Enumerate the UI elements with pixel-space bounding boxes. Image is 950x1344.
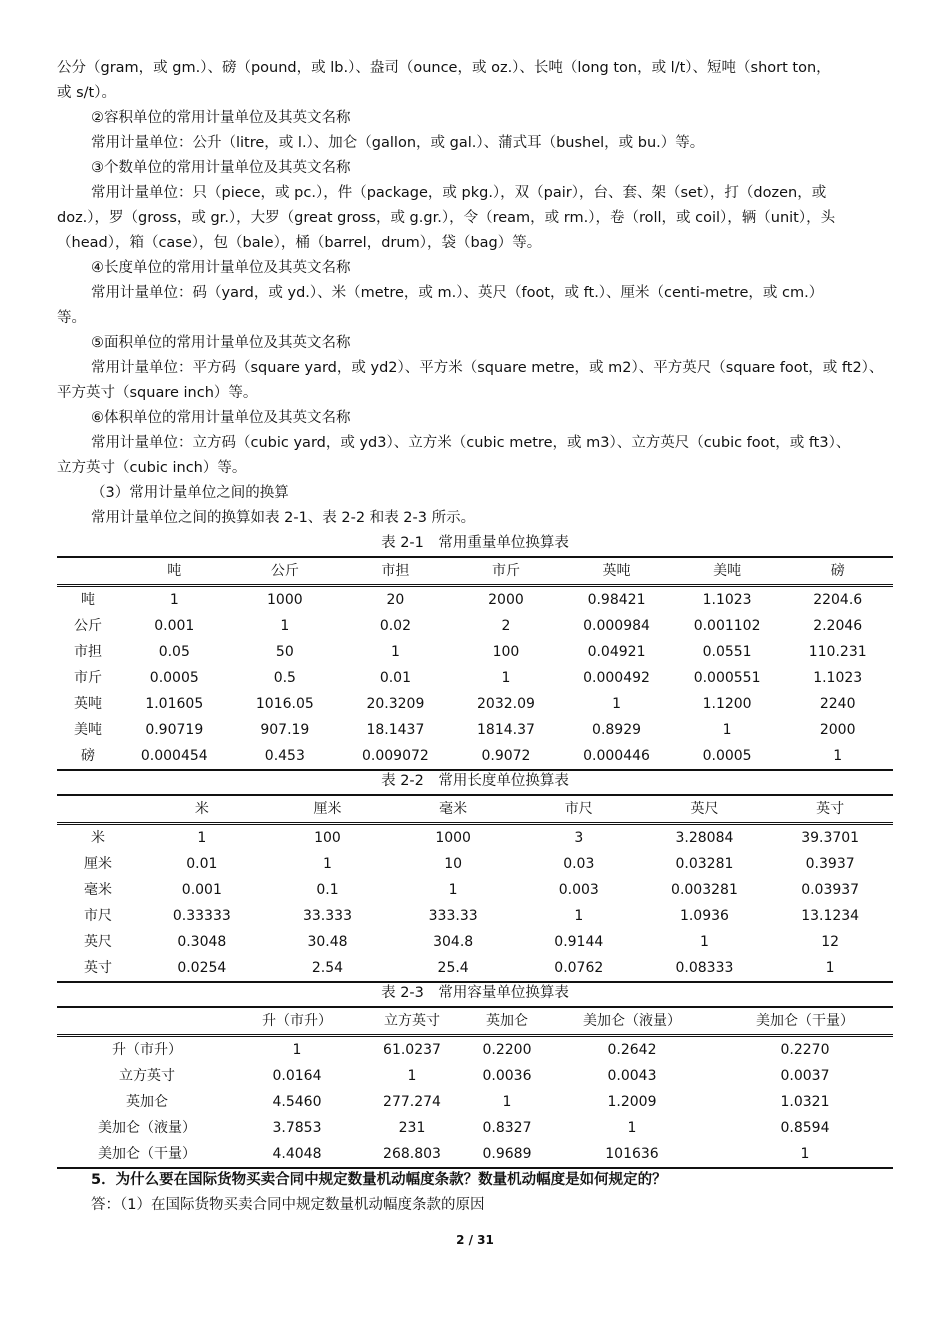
table-cell: 0.8327 xyxy=(482,1120,532,1136)
table-cell: 1.1200 xyxy=(702,696,752,712)
table-cell: 268.803 xyxy=(357,1141,467,1168)
table-row xyxy=(57,851,893,877)
table-cell: 0.1 xyxy=(316,882,339,898)
table-cell: 0.9689 xyxy=(467,1141,547,1168)
table-cell: 1000 xyxy=(435,830,471,846)
table-cell: 1.2009 xyxy=(607,1094,657,1110)
table-cell: 0.05 xyxy=(158,644,190,660)
table-cell: 20 xyxy=(386,592,405,608)
section-heading: ④长度单位的常用计量单位及其英文名称 xyxy=(91,260,351,276)
table-header-cell xyxy=(57,1007,237,1036)
table-cell: 1016.05 xyxy=(255,696,314,712)
paragraph-text: （head），箱（case），包（bale），桶（barrel，drum），袋（bag）等。 xyxy=(57,235,542,251)
table-cell: 1.0321 xyxy=(780,1094,830,1110)
table-header-row xyxy=(57,795,893,824)
table-cell: 吨 xyxy=(81,592,95,608)
table-cell: 市尺 xyxy=(84,908,112,924)
table-cell: 12 xyxy=(821,934,840,950)
table-cell: 0.8929 xyxy=(592,722,642,738)
table-cell: 1.0936 xyxy=(679,908,729,924)
table-cell: 0.000551 xyxy=(693,670,761,686)
table-header-cell: 市尺 xyxy=(564,801,593,817)
table-row xyxy=(57,639,893,665)
table-header-cell: 英寸 xyxy=(816,801,845,817)
section-heading: （3）常用计量单位之间的换算 xyxy=(91,485,289,501)
table-cell: 英加仑 xyxy=(126,1094,168,1110)
table-cell: 0.000492 xyxy=(583,670,650,686)
table-cell: 0.009072 xyxy=(340,743,451,770)
paragraph-text: 等。 xyxy=(57,310,86,326)
capacity-conversion-table xyxy=(57,1006,893,1169)
table-cell: 1 xyxy=(407,1068,417,1084)
question-heading: 5．为什么要在国际货物买卖合同中规定数量机动幅度条款？数量机动幅度是如何规定的？ xyxy=(91,1172,667,1188)
table-cell: 美加仑（液量） xyxy=(98,1120,196,1136)
table-cell: 升（市升） xyxy=(112,1042,182,1058)
paragraph-text: 立方英寸（cubic inch）等。 xyxy=(57,460,247,476)
table-cell: 米 xyxy=(91,830,105,846)
table-cell: 2032.09 xyxy=(477,696,535,712)
table-cell: 0.0036 xyxy=(482,1068,532,1084)
table-cell: 1 xyxy=(717,1141,893,1168)
table-cell: 61.0237 xyxy=(383,1042,441,1058)
table-cell: 100 xyxy=(314,830,341,846)
table-row xyxy=(57,717,893,743)
table-caption: 表 2-2 常用长度单位换算表 xyxy=(381,773,569,789)
table-cell: 231 xyxy=(398,1120,426,1136)
table-cell: 1 xyxy=(699,934,709,950)
table-cell: 304.8 xyxy=(433,934,474,950)
table-row xyxy=(57,824,893,852)
table-cell: 0.2270 xyxy=(780,1042,830,1058)
table-header-cell: 市斤 xyxy=(491,563,520,579)
answer-text: 答：（1）在国际货物买卖合同中规定数量机动幅度条款的原因 xyxy=(91,1197,485,1213)
table-cell: 英寸 xyxy=(57,955,139,982)
table-cell: 0.2642 xyxy=(607,1042,657,1058)
table-cell: 市斤 xyxy=(74,670,102,686)
table-header-cell: 美吨 xyxy=(713,563,742,579)
table-header-row xyxy=(57,557,893,586)
table-cell: 3.28084 xyxy=(675,830,734,846)
table-cell: 1.1023 xyxy=(702,592,752,608)
table-header-cell: 美加仑（干量） xyxy=(756,1013,854,1029)
paragraph-text: 常用计量单位：公升（litre，或 l.）、加仑（gallon，或 gal.）、蒲式耳（bushel，或 bu.）等。 xyxy=(91,135,705,151)
table-header-cell: 立方英寸 xyxy=(384,1013,440,1029)
table-row xyxy=(57,877,893,903)
section-heading: ②容积单位的常用计量单位及其英文名称 xyxy=(91,110,351,126)
table-cell: 4.5460 xyxy=(272,1094,322,1110)
table-cell: 0.453 xyxy=(230,743,341,770)
table-cell: 0.0043 xyxy=(607,1068,657,1084)
table-row xyxy=(57,1089,893,1115)
table-cell: 0.03937 xyxy=(801,882,860,898)
table-cell: 0.000454 xyxy=(119,743,230,770)
table-cell: 1 xyxy=(280,618,290,634)
table-row xyxy=(57,586,893,614)
table-cell: 0.0762 xyxy=(516,955,642,982)
table-cell: 1 xyxy=(612,696,621,712)
table-cell: 0.01 xyxy=(186,856,218,872)
table-cell: 0.003 xyxy=(558,882,599,898)
table-header-cell: 英尺 xyxy=(690,801,719,817)
table-cell: 1 xyxy=(292,1042,302,1058)
section-heading: ⑥体积单位的常用计量单位及其英文名称 xyxy=(91,410,351,426)
length-conversion-table xyxy=(57,794,893,983)
table-cell: 2204.6 xyxy=(813,592,863,608)
paragraph-text: doz.），罗（gross，或 gr.），大罗（great gross，或 g.gr.），令（ream，或 rm.），卷（roll，或 coil），辆（unit），头 xyxy=(57,210,836,226)
table-header-cell: 英吨 xyxy=(602,563,631,579)
table-cell: 0.04921 xyxy=(587,644,646,660)
table-caption: 表 2-3 常用容量单位换算表 xyxy=(381,985,569,1001)
table-cell: 1814.37 xyxy=(477,722,535,738)
table-cell: 0.0551 xyxy=(702,644,752,660)
table-cell: 磅 xyxy=(57,743,119,770)
table-header-row xyxy=(57,1007,893,1036)
table-cell: 20.3209 xyxy=(366,696,425,712)
table-cell: 美吨 xyxy=(74,722,102,738)
table-cell: 1 xyxy=(722,722,732,738)
table-cell: 0.33333 xyxy=(172,908,231,924)
table-cell: 0.000446 xyxy=(561,743,672,770)
table-row xyxy=(57,955,893,982)
table-cell: 1 xyxy=(502,1094,512,1110)
table-cell: 18.1437 xyxy=(366,722,425,738)
table-cell: 2.2046 xyxy=(813,618,863,634)
table-cell: 0.0254 xyxy=(139,955,265,982)
table-header-cell xyxy=(57,557,119,586)
table-header-cell: 吨 xyxy=(167,563,182,579)
table-cell: 1.01605 xyxy=(145,696,204,712)
table-cell: 1000 xyxy=(267,592,303,608)
table-header-cell: 美加仑（液量） xyxy=(583,1013,681,1029)
table-cell: 1.1023 xyxy=(813,670,863,686)
table-cell: 110.231 xyxy=(808,644,867,660)
table-row xyxy=(57,613,893,639)
table-cell: 30.48 xyxy=(307,934,348,950)
paragraph-text: 常用计量单位：平方码（square yard，或 yd2）、平方米（square metre，或 m2）、平方英尺（square foot，或 ft2）、 xyxy=(91,360,884,376)
table-row xyxy=(57,1063,893,1089)
page-number: 2 / 31 xyxy=(456,1233,494,1247)
table-cell: 0.001 xyxy=(154,618,195,634)
table-cell: 0.3048 xyxy=(177,934,227,950)
table-cell: 1 xyxy=(767,955,893,982)
table-cell: 2.54 xyxy=(265,955,391,982)
table-cell: 0.9144 xyxy=(554,934,604,950)
table-row xyxy=(57,903,893,929)
table-cell: 0.0005 xyxy=(672,743,783,770)
table-cell: 1 xyxy=(627,1120,637,1136)
table-row xyxy=(57,1036,893,1064)
table-cell: 1 xyxy=(782,743,893,770)
table-cell: 1 xyxy=(323,856,332,872)
table-cell: 0.02 xyxy=(379,618,411,634)
table-cell: 0.5 xyxy=(273,670,296,686)
table-cell: 0.2200 xyxy=(482,1042,532,1058)
table-cell: 2000 xyxy=(488,592,524,608)
table-cell: 2000 xyxy=(819,722,856,738)
paragraph-text: 常用计量单位：只（piece，或 pc.），件（package，或 pkg.），双（pair），台、套、架（set），打（dozen，或 xyxy=(91,185,827,201)
table-cell: 33.333 xyxy=(302,908,352,924)
table-cell: 毫米 xyxy=(84,882,112,898)
table-cell: 0.90719 xyxy=(145,722,204,738)
table-row xyxy=(57,1141,893,1168)
table-cell: 50 xyxy=(275,644,294,660)
table-cell: 1 xyxy=(501,670,511,686)
table-row xyxy=(57,665,893,691)
table-cell: 0.08333 xyxy=(642,955,768,982)
table-cell: 100 xyxy=(492,644,520,660)
table-cell: 0.98421 xyxy=(587,592,646,608)
table-header-cell: 公斤 xyxy=(270,563,299,579)
table-cell: 0.8594 xyxy=(780,1120,830,1136)
table-cell: 1 xyxy=(197,830,207,846)
paragraph-text: 常用计量单位之间的换算如表 2-1、表 2-2 和表 2-3 所示。 xyxy=(91,510,476,526)
table-cell: 907.19 xyxy=(260,722,310,738)
paragraph-text: 常用计量单位：码（yard，或 yd.）、米（metre，或 m.）、英尺（foot，或 ft.）、厘米（centi-metre，或 cm.） xyxy=(91,285,824,301)
table-header-cell: 米 xyxy=(194,801,209,817)
table-cell: 0.0005 xyxy=(149,670,199,686)
table-cell: 2 xyxy=(501,618,511,634)
table-header-cell xyxy=(57,795,139,824)
table-cell: 25.4 xyxy=(390,955,516,982)
table-header-cell: 磅 xyxy=(830,563,845,579)
table-cell: 英吨 xyxy=(74,696,102,712)
table-cell: 0.003281 xyxy=(671,882,738,898)
table-cell: 1 xyxy=(169,592,179,608)
table-cell: 3 xyxy=(574,830,584,846)
table-cell: 333.33 xyxy=(428,908,478,924)
table-cell: 美加仑（干量） xyxy=(57,1141,237,1168)
weight-conversion-table xyxy=(57,556,893,771)
table-cell: 101636 xyxy=(547,1141,717,1168)
table-cell: 13.1234 xyxy=(801,908,860,924)
table-cell: 0.9072 xyxy=(451,743,562,770)
table-row xyxy=(57,1115,893,1141)
table-caption: 表 2-1 常用重量单位换算表 xyxy=(381,535,569,551)
paragraph-text: 常用计量单位：立方码（cubic yard，或 yd3）、立方米（cubic metre，或 m3）、立方英尺（cubic foot，或 ft3）、 xyxy=(91,435,851,451)
table-cell: 英尺 xyxy=(84,934,112,950)
table-row xyxy=(57,743,893,770)
paragraph-text: 或 s/t）。 xyxy=(57,85,116,101)
table-cell: 市担 xyxy=(74,644,102,660)
table-cell: 0.001102 xyxy=(693,618,761,634)
paragraph-text: 平方英寸（square inch）等。 xyxy=(57,385,258,401)
table-header-cell: 市担 xyxy=(381,563,410,579)
table-cell: 0.0164 xyxy=(272,1068,322,1084)
table-header-cell: 毫米 xyxy=(439,801,468,817)
table-cell: 1 xyxy=(448,882,458,898)
table-header-cell: 升（市升） xyxy=(262,1013,332,1029)
paragraph-text: 公分（gram，或 gm.）、磅（pound，或 lb.）、盎司（ounce，或 oz.）、长吨（long ton，或 l/t）、短吨（short ton， xyxy=(57,60,831,76)
section-heading: ⑤面积单位的常用计量单位及其英文名称 xyxy=(91,335,351,351)
table-cell: 39.3701 xyxy=(801,830,860,846)
table-row xyxy=(57,691,893,717)
table-cell: 厘米 xyxy=(84,856,112,872)
table-cell: 0.03 xyxy=(563,856,595,872)
table-cell: 0.01 xyxy=(379,670,411,686)
table-cell: 277.274 xyxy=(383,1094,441,1110)
table-cell: 0.3937 xyxy=(805,856,855,872)
table-row xyxy=(57,929,893,955)
table-cell: 1 xyxy=(574,908,584,924)
table-cell: 1 xyxy=(390,644,400,660)
table-cell: 0.001 xyxy=(181,882,222,898)
table-cell: 2240 xyxy=(819,696,856,712)
section-heading: ③个数单位的常用计量单位及其英文名称 xyxy=(91,160,351,176)
table-cell: 立方英寸 xyxy=(119,1068,175,1084)
table-cell: 10 xyxy=(444,856,463,872)
table-cell: 公斤 xyxy=(74,618,102,634)
table-cell: 0.000984 xyxy=(583,618,650,634)
table-header-cell: 厘米 xyxy=(313,801,342,817)
table-cell: 0.0037 xyxy=(780,1068,830,1084)
table-cell: 0.03281 xyxy=(675,856,734,872)
table-cell: 3.7853 xyxy=(272,1120,322,1136)
table-header-cell: 英加仑 xyxy=(486,1013,528,1029)
table-cell: 4.4048 xyxy=(237,1141,357,1168)
